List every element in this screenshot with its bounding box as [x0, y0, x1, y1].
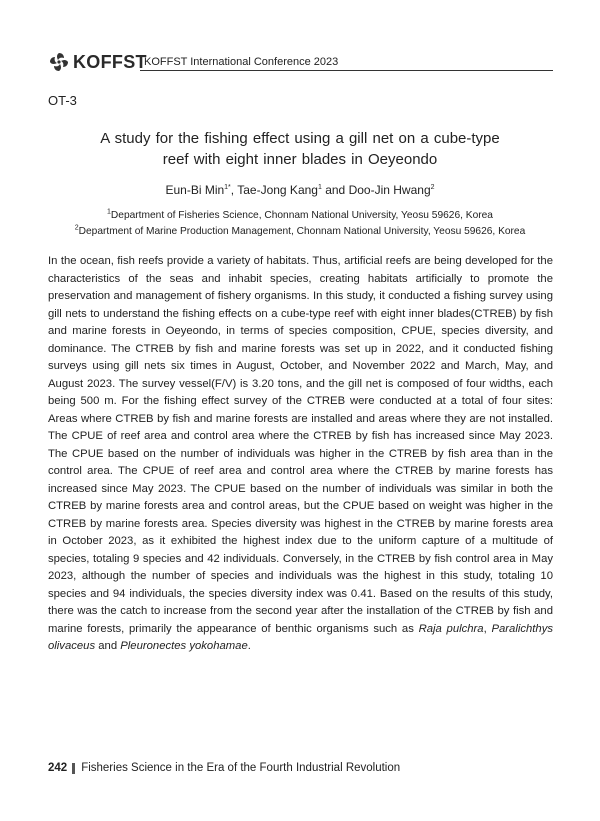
page-footer: [48, 762, 400, 774]
author: [165, 183, 230, 197]
abstract-separator: ,: [483, 622, 492, 635]
header-rule: [140, 70, 553, 71]
author-name: Eun-Bi Min: [165, 183, 225, 197]
affiliation-list: [30, 208, 570, 239]
author: [237, 183, 322, 197]
author-name: Doo-Jin Hwang: [348, 183, 431, 197]
logo-text: KOFFST: [73, 51, 147, 72]
abstract-body: In the ocean, fish reefs provide a variety of habitats. Thus, artificial reefs are being developed for the characteristics of the seas and inhabit species, creating habitats artificially to promote the preservation and management of fishery organisms. In this study, it conducted a fishing survey using gill nets to understand the fishing effects on a cube-type reef with eight inner blades(CTREB) by fish and marine forests in Oeyeondo, in terms of species composition, CPUE, species diversity, and dominance. The CTREB by fish and marine forests was set up in 2022, and it conducted fishing surveys using gill nets six times in August, October, and November 2022 and March, May, and August 2023. The survey vessel(F/V) is 3.20 tons, and the gill net is composed of four widths, each being 500 m. For the fishing effect survey of the CTREB were conducted at a total of four sites: Areas where CTREB by fish and marine forests are installed and areas where they are not installed. The CPUE of reef area and control area where the CTREB by fish has increased since May 2023. The CPUE based on the number of individuals was higher in the CTREB by fish area than in the control area. The CPUE of reef area and control area where the CTREB by marine forests has increased since May 2023. The CPUE based on the number of individuals was similar in both the CTREB by marine forests area and control areas, but the CPUE based on weight was higher in the CTREB by marine forests area. Species diversity was highest in the CTREB by marine forests area in October 2023, as it exhibited the highest index due to the uniform capture of a multitude of species, totaling 9 species and 42 individuals. Conversely, in the CTREB by fish control area in May 2023, although the number of species and individuals was the highest in this study, totaling 10 species and 94 individuals, the species diversity index was 0.41. Based on the results of this study, there was the catch to increase from the second year after the installation of the CTREB by fish and marine forests, primarily the appearance of benthic organisms such as: [48, 255, 553, 635]
conference-title: KOFFST International Conference 2023: [144, 56, 339, 68]
author-affiliation-mark: 1*: [224, 184, 231, 191]
author-affiliation-mark: 2: [430, 184, 435, 191]
species-name: Paralichthys olivaceus: [48, 622, 553, 652]
page-number: 242: [48, 762, 68, 774]
affiliation-text: Department of Fisheries Science, Chonnam National University, Yeosu 59626, Korea: [110, 210, 493, 221]
koffst-logo: [48, 50, 147, 74]
affiliation-mark: 1: [107, 208, 111, 216]
footer-divider: [72, 763, 75, 774]
affiliation-text: Department of Marine Production Management, Chonnam National University, Yeosu 59626, Korea: [78, 225, 526, 237]
koffst-logo-icon: [48, 51, 70, 73]
affiliation-mark: 2: [74, 224, 79, 232]
author-list: [40, 183, 560, 197]
species-name: Pleuronectes yokohamae: [120, 640, 248, 652]
paper-title-line: A study for the fishing effect using a gill net on a cube-type: [100, 130, 500, 147]
author-name: Tae-Jong Kang: [237, 183, 318, 197]
affiliation: [30, 224, 570, 240]
author-conjunction: and: [321, 183, 349, 197]
affiliation: [30, 208, 570, 224]
abstract-text: [48, 253, 553, 656]
paper-title: [60, 128, 540, 170]
session-code: OT-3: [48, 93, 77, 108]
species-name: Raja pulchra: [418, 622, 484, 635]
paper-title-line: reef with eight inner blades in Oeyeondo: [162, 151, 438, 168]
author-separator: ,: [230, 183, 238, 197]
abstract-end: .: [247, 640, 251, 652]
author: [349, 183, 435, 197]
abstract-separator: and: [95, 640, 121, 652]
author-affiliation-mark: 1: [317, 184, 322, 191]
book-title: Fisheries Science in the Era of the Fourth Industrial Revolution: [81, 762, 401, 774]
